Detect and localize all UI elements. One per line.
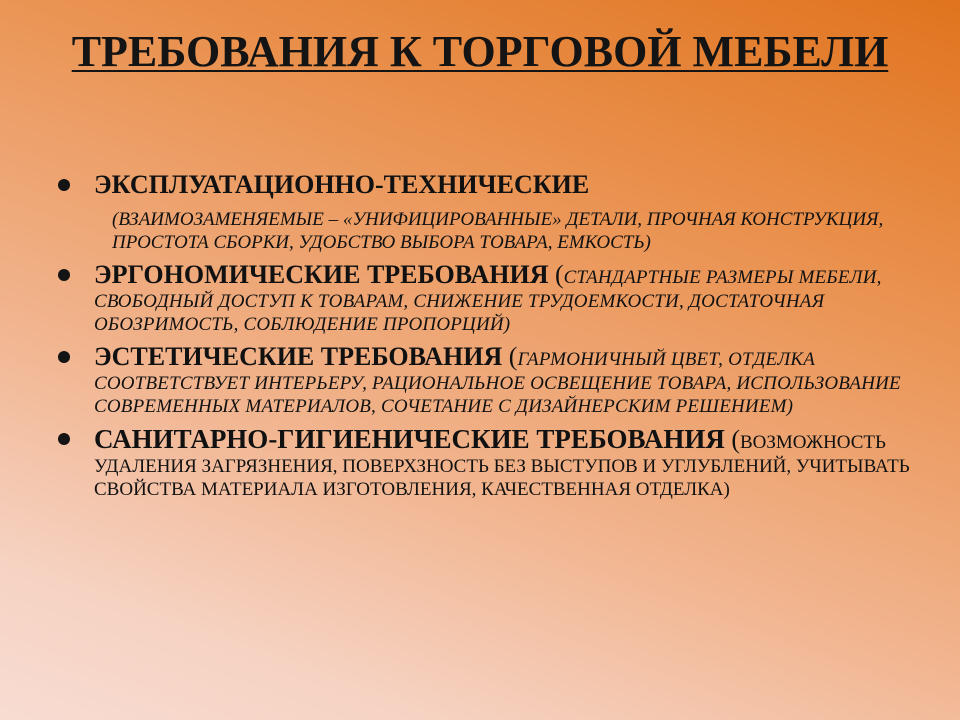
slide-title: ТРЕБОВАНИЯ К ТОРГОВОЙ МЕБЕЛИ [71,27,889,76]
bullet-open-paren: ( [724,425,740,454]
bullet-heading: ЭКСПЛУАТАЦИОННО-ТЕХНИЧЕСКИЕ [94,170,590,199]
bullet-item-operational [56,170,916,254]
bullet-item-ergonomic [56,260,916,336]
bullet-text [94,342,916,418]
bullet-item-sanitary [56,424,916,501]
bullet-dot-icon [58,269,70,281]
bullet-detail: ГАРМОНИЧНЫЙ ЦВЕТ, ОТДЕЛКА СООТВЕТСТВУЕТ ИНТЕРЬЕРУ, РАЦИОНАЛЬНОЕ ОСВЕЩЕНИЕ ТОВАРА, ИСПОЛЬЗОВАНИЕ СОВРЕМЕННЫХ МАТЕРИАЛОВ, СОЧЕТАНИЕ С ДИЗАЙНЕРСКИМ РЕШЕНИЕМ) [94,349,901,417]
bullet-detail: ВОЗМОЖНОСТЬ УДАЛЕНИЯ ЗАГРЯЗНЕНИЯ, ПОВЕРХЗНОСТЬ БЕЗ ВЫСТУПОВ И УГЛУБЛЕНИЙ, УЧИТЫВАТЬ СВОЙСТВА МАТЕРИАЛА ИЗГОТОВЛЕНИЯ, КАЧЕСТВЕННАЯ ОТДЕЛКА) [94,432,910,500]
bullet-dot-icon [58,179,70,191]
bullet-list [56,170,916,507]
bullet-detail: (ВЗАИМОЗАМЕНЯЕМЫЕ – «УНИФИЦИРОВАННЫЕ» ДЕТАЛИ, ПРОЧНАЯ КОНСТРУКЦИЯ, ПРОСТОТА СБОРКИ, УДОБСТВО ВЫБОРА ТОВАРА, ЕМКОСТЬ) [112,209,884,253]
bullet-heading: САНИТАРНО-ГИГИЕНИЧЕСКИЕ ТРЕБОВАНИЯ [94,424,725,454]
bullet-detail: СТАНДАРТНЫЕ РАЗМЕРЫ МЕБЕЛИ, СВОБОДНЫЙ ДОСТУП К ТОВАРАМ, СНИЖЕНИЕ ТРУДОЕМКОСТИ, ДОСТАТОЧНАЯ ОБОЗРИМОСТЬ, СОБЛЮДЕНИЕ ПРОПОРЦИЙ) [94,267,882,335]
bullet-text [94,170,916,254]
bullet-open-paren: ( [502,342,518,371]
bullet-dot-icon [58,351,70,363]
bullet-heading: ЭСТЕТИЧЕСКИЕ ТРЕБОВАНИЯ [94,342,503,371]
bullet-heading: ЭРГОНОМИЧЕСКИЕ ТРЕБОВАНИЯ [94,260,549,289]
bullet-text [94,424,916,501]
bullet-item-aesthetic [56,342,916,418]
bullet-open-paren: ( [548,260,564,289]
bullet-text [94,260,916,336]
bullet-dot-icon [58,433,70,445]
